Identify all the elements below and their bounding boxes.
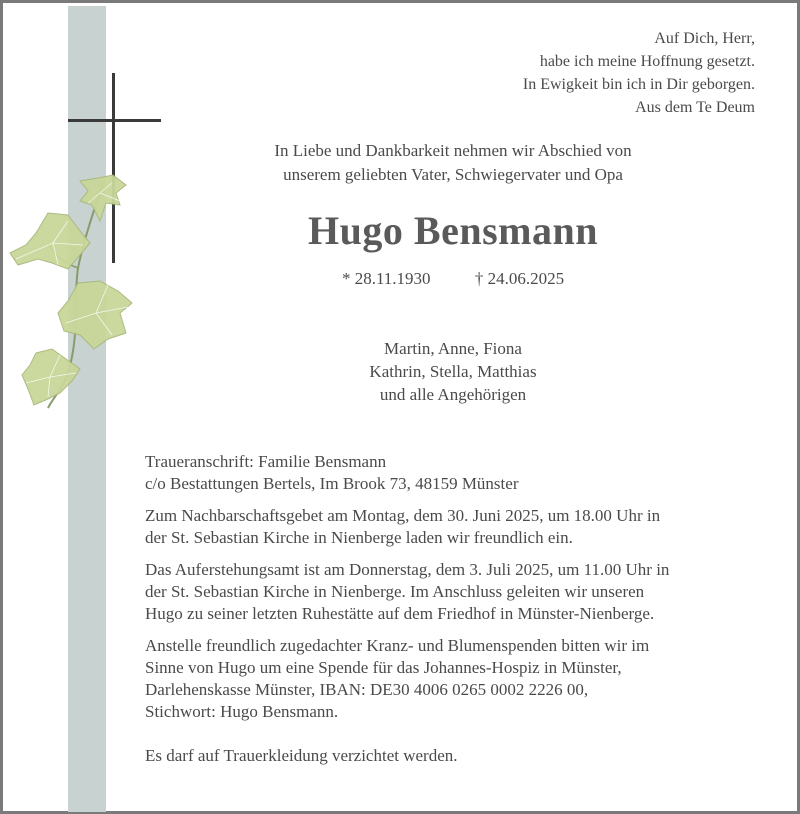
funeral-details bbox=[145, 451, 785, 777]
intro-line: unserem geliebten Vater, Schwiegervater und Opa bbox=[283, 165, 623, 184]
donation-notice: Anstelle freundlich zugedachter Kranz- und Blumenspenden bitten wir im Sinne von Hugo um eine Spende für das Johannes-Hospiz in Münster, Darlehenskasse Münster, IBAN: DE30 4006 0265 0002 2226 00, Stichwort: Hugo Bensmann. bbox=[145, 636, 650, 721]
quote-line: Auf Dich, Herr, bbox=[654, 30, 755, 47]
quote-line: habe ich meine Hoffnung gesetzt. bbox=[539, 53, 755, 70]
birth-date: * 28.11.1930 bbox=[341, 269, 431, 288]
service-notice: Das Auferstehungsamt ist am Donnerstag, dem 3. Juli 2025, um 11.00 Uhr in der St. Sebastian Kirche in Nienberge. Im Anschluss geleiten wir unseren Hugo zu seiner letzten Ruhestätte auf dem Friedhof in Münster-Nienberge. bbox=[145, 560, 670, 623]
intro-line: In Liebe und Dankbarkeit nehmen wir Abschied von bbox=[274, 141, 632, 160]
dress-code-note: Es darf auf Trauerkleidung verzichtet werden. bbox=[145, 746, 458, 765]
quote-source: Aus dem Te Deum bbox=[635, 99, 755, 116]
ivy-leaves-icon bbox=[8, 173, 138, 413]
mourners-line: Martin, Anne, Fiona bbox=[384, 339, 522, 358]
mourners-line: und alle Angehörigen bbox=[379, 385, 527, 404]
farewell-intro bbox=[153, 139, 753, 187]
mourners-list bbox=[153, 337, 753, 406]
life-dates bbox=[153, 269, 753, 289]
bible-quote bbox=[523, 27, 755, 119]
mourning-address: Traueranschrift: Familie Bensmann c/o Bestattungen Bertels, Im Brook 73, 48159 Münster bbox=[145, 452, 519, 493]
mourners-line: Kathrin, Stella, Matthias bbox=[369, 362, 537, 381]
death-date: † 24.06.2025 bbox=[474, 269, 565, 288]
quote-line: In Ewigkeit bin ich in Dir geborgen. bbox=[522, 76, 755, 93]
deceased-name: Hugo Bensmann bbox=[308, 208, 598, 253]
prayer-notice: Zum Nachbarschaftsgebet am Montag, dem 30. Juni 2025, um 18.00 Uhr in der St. Sebastian Kirche in Nienberge laden wir freundlich ein. bbox=[145, 506, 661, 547]
